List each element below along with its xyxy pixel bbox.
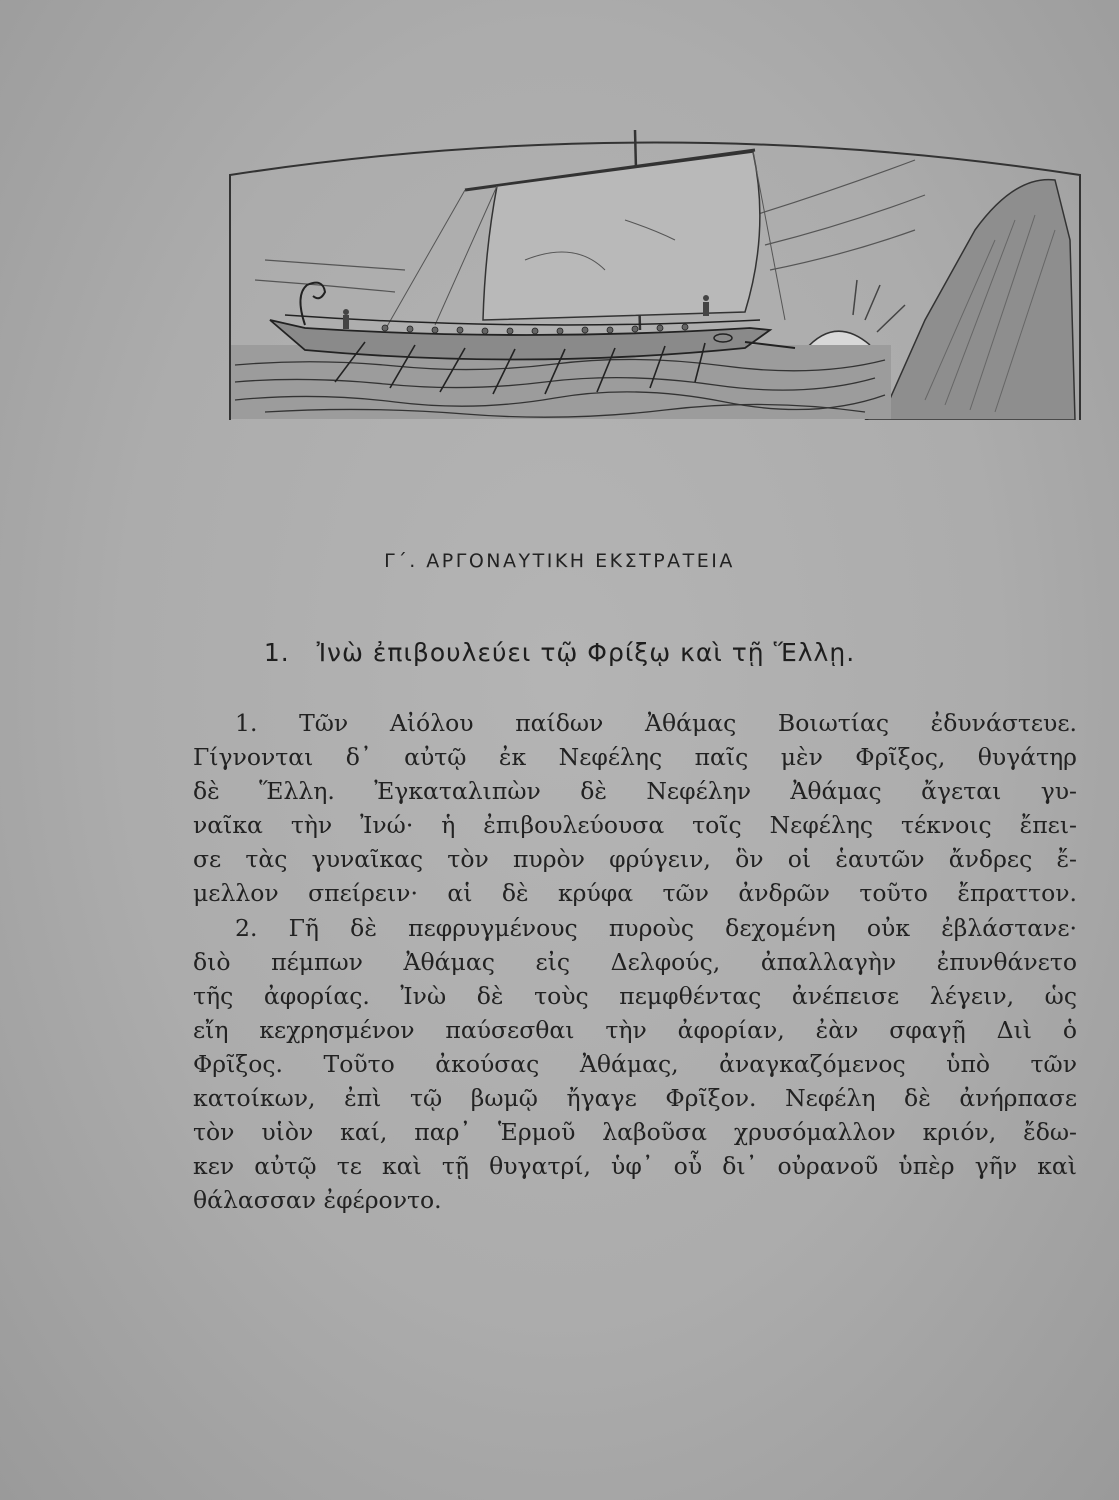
- stern-ornament: [300, 283, 325, 325]
- sail: [483, 152, 760, 320]
- text-line: σε τὰς γυναῖκας τὸν πυρὸν φρύγειν, ὃν οἱ ἑαυτῶν ἄνδρες ἔ-: [193, 845, 1077, 874]
- text-line: μελλον σπείρειν· αἱ δὲ κρύφα τῶν ἀνδρῶν τοῦτο ἔπραττον.: [193, 879, 1077, 908]
- text-line: θάλασσαν ἐφέροντο.: [193, 1186, 442, 1215]
- ship-illustration: [225, 120, 1085, 420]
- paragraph-1: [193, 706, 1077, 911]
- paragraph-2: [193, 911, 1077, 1218]
- text-line: Φρῖξος. Τοῦτο ἀκούσας Ἀθάμας, ἀναγκαζόμενος ὑπὸ τῶν: [193, 1049, 1077, 1078]
- text-line: εἴη κεχρησμένον παύσεσθαι τὴν ἀφορίαν, ἐὰν σφαγῇ Διὶ ὁ: [193, 1015, 1077, 1044]
- text-line: 2. Γῆ δὲ πεφρυγμένους πυροὺς δεχομένη οὐκ ἐβλάστανε·: [235, 913, 1077, 942]
- mountain: [865, 180, 1075, 420]
- text-line: τὸν υἱὸν καί, παρ᾽ Ἑρμοῦ λαβοῦσα χρυσόμαλλον κριόν, ἔδω-: [193, 1118, 1077, 1147]
- section-title: Ἰνὼ ἐπιβουλεύει τῷ Φρίξῳ καὶ τῇ Ἕλλῃ.: [316, 638, 856, 667]
- text-line: κεν αὐτῷ τε καὶ τῇ θυγατρί, ὑφ᾽ οὗ δι᾽ οὐρανοῦ ὑπὲρ γῆν καὶ: [193, 1152, 1077, 1181]
- chapter-title: Γ΄. ΑΡΓΟΝΑΥΤΙΚΗ ΕΚΣΤΡΑΤΕΙΑ: [384, 550, 735, 572]
- text-line: δὲ Ἕλλη. Ἐγκαταλιπὼν δὲ Νεφέλην Ἀθάμας ἄγεται γυ-: [193, 777, 1077, 806]
- section-heading: [0, 638, 1119, 667]
- body-text: [193, 706, 1077, 1217]
- text-line: Γίγνονται δ᾽ αὐτῷ ἐκ Νεφέλης παῖς μὲν Φρῖξος, θυγάτηρ: [193, 743, 1077, 772]
- text-line: διὸ πέμπων Ἀθάμας εἰς Δελφούς, ἀπαλλαγὴν ἐπυνθάνετο: [193, 947, 1077, 976]
- sun-rays: [853, 280, 905, 332]
- text-line: τῆς ἀφορίας. Ἰνὼ δὲ τοὺς πεμφθέντας ἀνέπεισε λέγειν, ὡς: [193, 981, 1077, 1010]
- text-line: κατοίκων, ἐπὶ τῷ βωμῷ ἤγαγε Φρῖξον. Νεφέλη δὲ ἀνήρπασε: [193, 1084, 1077, 1113]
- section-number: 1.: [263, 638, 290, 667]
- text-line: 1. Τῶν Αἰόλου παίδων Ἀθάμας Βοιωτίας ἐδυνάστευε.: [235, 709, 1077, 737]
- text-line: ναῖκα τὴν Ἰνώ· ἡ ἐπιβουλεύουσα τοῖς Νεφέλης τέκνοις ἔπει-: [193, 811, 1077, 840]
